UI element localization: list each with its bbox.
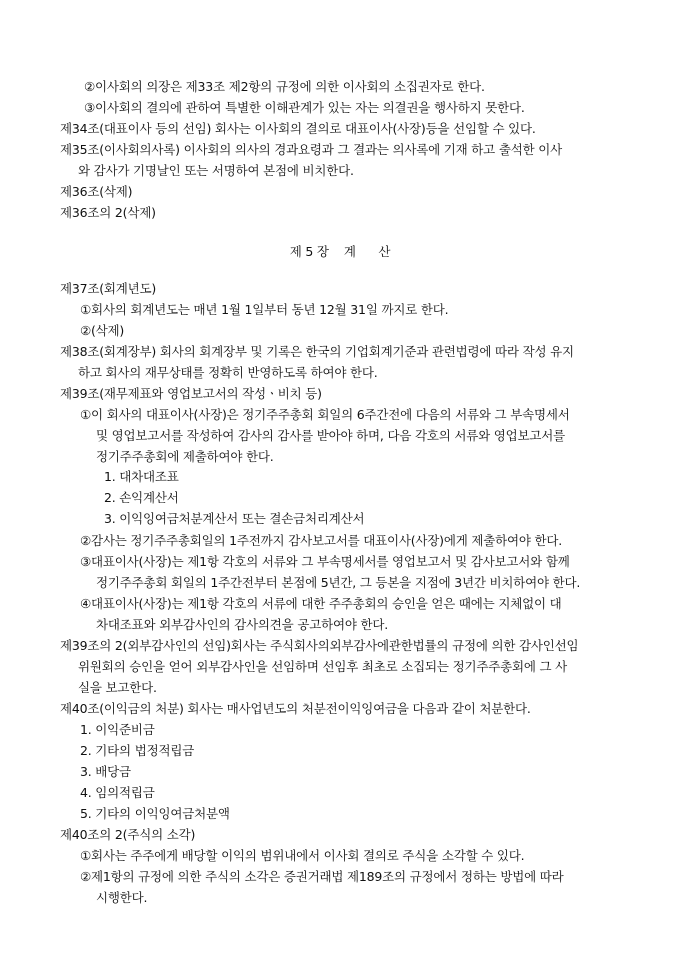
text-line: 제36조의 2(삭제) [60, 205, 156, 220]
list-item: 4. 임의적립금 [80, 785, 155, 800]
list-item: 1. 이익준비금 [80, 722, 155, 737]
text-line: 위원회의 승인을 얻어 외부감사인을 선임하며 선임후 최초로 소집되는 정기주주총회에 그 사 [78, 659, 567, 674]
text-line: 실을 보고한다. [78, 680, 157, 695]
text-line: ②제1항의 규정에 의한 주식의 소각은 증권거래법 제189조의 규정에서 정하는 방법에 따라 [80, 869, 564, 884]
text-line: 제38조(회계장부) 회사의 회계장부 및 기록은 한국의 기업회계기준과 관련법령에 따라 작성 유지 [60, 344, 574, 359]
text-line: ①회사의 회계년도는 매년 1월 1일부터 동년 12월 31일 까지로 한다. [80, 302, 449, 317]
text-line: 및 영업보고서를 작성하여 감사의 감사를 받아야 하며, 다음 각호의 서류와 영업보고서를 [96, 428, 566, 443]
text-line: ③이사회의 결의에 관하여 특별한 이해관계가 있는 자는 의결권을 행사하지 못한다. [84, 100, 525, 115]
text-line: ②이사회의 의장은 제33조 제2항의 규정에 의한 이사회의 소집권자로 한다. [84, 79, 485, 94]
text-line: 와 감사가 기명날인 또는 서명하여 본점에 비치한다. [78, 163, 354, 178]
text-line: ①이 회사의 대표이사(사장)은 정기주주총회 회일의 6주간전에 다음의 서류와 그 부속명세서 [80, 407, 570, 422]
list-item: 3. 배당금 [80, 764, 131, 779]
text-line: 제40조의 2(주식의 소각) [60, 827, 196, 842]
list-item: 2. 손익계산서 [104, 490, 179, 505]
text-line: 제35조(이사회의사록) 이사회의 의사의 경과요령과 그 결과는 의사록에 기재 하고 출석한 이사 [60, 142, 562, 157]
text-line: 정기주주총회에 제출하여야 한다. [96, 449, 274, 464]
text-line: ③대표이사(사장)는 제1항 각호의 서류와 그 부속명세서를 영업보고서 및 감사보고서와 함께 [80, 554, 570, 569]
text-line: ④대표이사(사장)는 제1항 각호의 서류에 대한 주주총회의 승인을 얻은 때에는 지체없이 대 [80, 596, 562, 611]
list-item: 3. 이익잉여금처분계산서 또는 결손금처리계산서 [104, 511, 365, 526]
text-line: ②(삭제) [80, 323, 125, 338]
list-item: 2. 기타의 법정적립금 [80, 743, 195, 758]
text-line: 하고 회사의 재무상태를 정확히 반영하도록 하여야 한다. [78, 365, 378, 380]
text-line: 시행한다. [96, 890, 148, 905]
text-line: 제39조의 2(외부감사인의 선임)회사는 주식회사의외부감사에관한법률의 규정에 의한 감사인선임 [60, 638, 579, 653]
chapter-title: 제 5 장 계 산 [289, 244, 391, 259]
text-line: 제39조(재무제표와 영업보고서의 작성ㆍ비치 등) [60, 386, 322, 401]
text-line: ②감사는 정기주주총회일의 1주전까지 감사보고서를 대표이사(사장)에게 제출하여야 한다. [80, 533, 563, 548]
text-line: 제37조(회계년도) [60, 281, 157, 296]
text-line: 제34조(대표이사 등의 선임) 회사는 이사회의 결의로 대표이사(사장)등을 선임할 수 있다. [60, 121, 536, 136]
text-line: 정기주주총회 회일의 1주간전부터 본점에 5년간, 그 등본을 지점에 3년간 비치하여야 한다. [96, 575, 581, 590]
text-line: 차대조표와 외부감사인의 감사의견을 공고하여야 한다. [96, 617, 388, 632]
text-line: 제40조(이익금의 처분) 회사는 매사업년도의 처분전이익잉여금을 다음과 같이 처분한다. [60, 701, 531, 716]
text-line: 제36조(삭제) [60, 184, 133, 199]
list-item: 1. 대차대조표 [104, 469, 179, 484]
list-item: 5. 기타의 이익잉여금처분액 [80, 806, 230, 821]
text-line: ①회사는 주주에게 배당할 이익의 범위내에서 이사회 결의로 주식을 소각할 수 있다. [80, 848, 525, 863]
